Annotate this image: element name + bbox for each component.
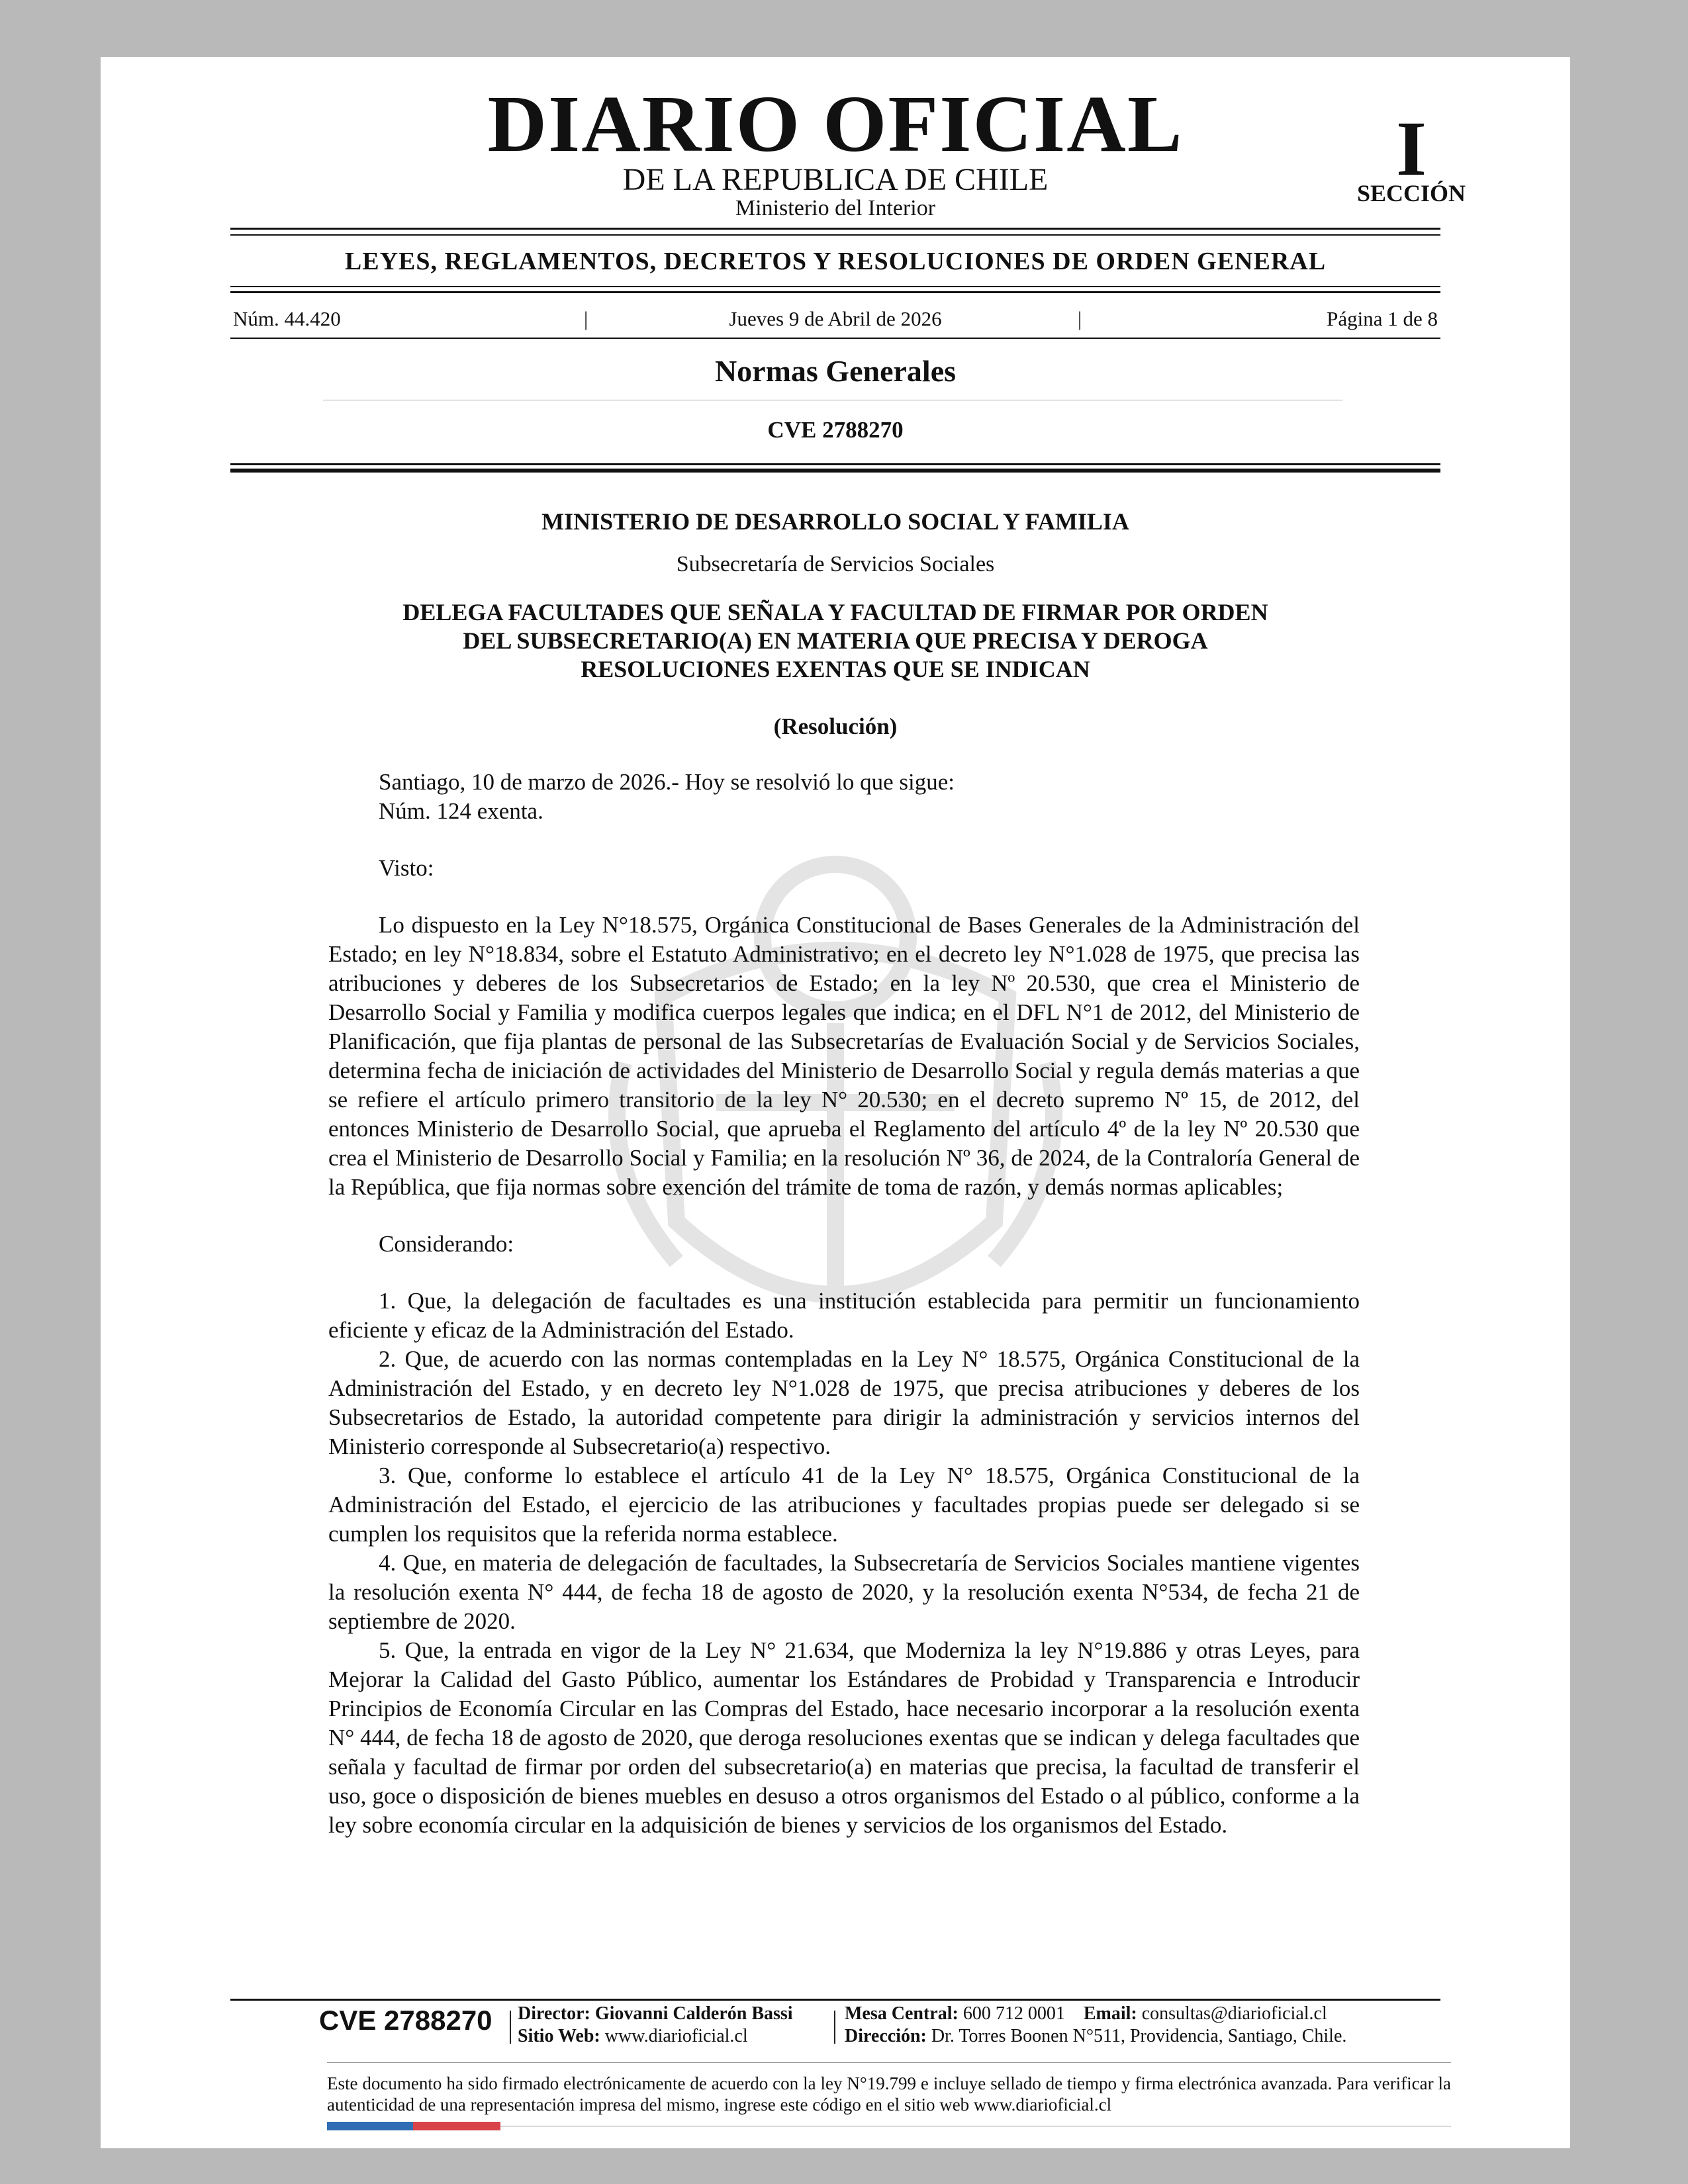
- masthead-title: DIARIO OFICIAL: [487, 79, 1184, 169]
- footer-director-block: [518, 2003, 793, 2048]
- issue-info-row: [233, 306, 1438, 332]
- masthead-ministry: Ministerio del Interior: [735, 196, 936, 220]
- divider-rule: [230, 286, 1440, 287]
- considerando-item: 5. Que, la entrada en vigor de la Ley N° 21.634, que Moderniza la ley N°19.886 y otras Leyes, para Mejorar la Calidad del Gasto Público, aumentar los Estándares de Probidad y Transparencia e Introducir Principios de Economía Circular en las Compras del Estado, hace necesario incorporar a la resolución exenta N° 444, de fecha 18 de agosto de 2020, que deroga resoluciones exentas que se indican y delega facultades que señala y facultad de firmar por orden del subsecretario(a) en materias que precisa, la facultad de transferir el uso, goce o disposición de bienes muebles en desuso a otros organismos del Estado o al público, conforme a la ley sobre economía circular en la adquisición de bienes y servicios de los organismos del Estado.: [328, 1637, 1360, 1838]
- masthead-subtitle: DE LA REPUBLICA DE CHILE: [622, 162, 1049, 197]
- ministry-heading: MINISTERIO DE DESARROLLO SOCIAL Y FAMILIA: [541, 508, 1129, 535]
- considerando-item: 2. Que, de acuerdo con las normas contempladas en la Ley N° 18.575, Orgánica Constitucional de la Administración del Estado, y en decreto ley N°1.028 de 1975, que precisa atribuciones y deberes de los Subsecretarios de Estado, la autoridad competente para dirigir la administración y servicios internos del Ministerio corresponde al Subsecretario(a) respectivo.: [328, 1346, 1360, 1459]
- section-numeral: I: [1396, 105, 1427, 192]
- title-line: DELEGA FACULTADES QUE SEÑALA Y FACULTAD DE FIRMAR POR ORDEN: [402, 599, 1268, 625]
- title-line: DEL SUBSECRETARIO(A) EN MATERIA QUE PRECISA Y DEROGA: [463, 627, 1208, 654]
- footer-separator: [510, 2011, 511, 2044]
- divider-rule: [230, 338, 1440, 339]
- resolution-title: [233, 598, 1438, 684]
- divider-rule: [230, 228, 1440, 230]
- central-phone: 600 712 0001: [962, 2003, 1065, 2024]
- document-page: [101, 57, 1570, 2148]
- web-link[interactable]: www.diarioficial.cl: [604, 2026, 748, 2046]
- considerando-item: 3. Que, conforme lo establece el artículo 41 de la Ley N° 18.575, Orgánica Constitucional de la Administración del Estado, el ejercicio de las atribuciones y facultades propias puede ser delegado si se cumplen los requisitos que la referida norma establece.: [328, 1463, 1360, 1547]
- divider-rule: [230, 291, 1440, 293]
- considerando-heading: Considerando:: [379, 1231, 514, 1257]
- issue-number: Núm. 44.420: [233, 307, 341, 330]
- web-label: Sitio Web:: [518, 2026, 600, 2046]
- email-label: Email:: [1083, 2003, 1137, 2024]
- footer-cve-code: CVE 2788270: [319, 2005, 492, 2036]
- thin-divider: [327, 2062, 1451, 2063]
- flag-stripe-red: [413, 2122, 500, 2130]
- divider-rule: [230, 463, 1440, 465]
- central-label: Mesa Central:: [845, 2003, 959, 2024]
- section-banner: LEYES, REGLAMENTOS, DECRETOS Y RESOLUCIONES DE ORDEN GENERAL: [344, 248, 1327, 275]
- divider-rule: [230, 234, 1440, 236]
- flag-stripe-blue: [327, 2122, 413, 2130]
- address-value: Dr. Torres Boonen N°511, Providencia, Santiago, Chile.: [931, 2026, 1347, 2046]
- address-label: Dirección:: [845, 2026, 927, 2046]
- issue-separator: |: [584, 307, 588, 330]
- section-label: SECCIÓN: [1356, 180, 1466, 206]
- director-label: Director:: [518, 2003, 590, 2024]
- document-body: [328, 768, 1360, 1840]
- footer-separator: [834, 2011, 835, 2044]
- electronic-signature-note: Este documento ha sido firmado electrónicamente de acuerdo con la ley N°19.799 e incluye sellado de tiempo y firma electrónica avanzada. Para verificar la autenticidad de una representación impresa del mismo, ingrese este código en el sitio web www.diarioficial.cl: [327, 2073, 1451, 2115]
- issue-separator: |: [1078, 307, 1082, 330]
- resolution-number: Núm. 124 exenta.: [379, 798, 543, 824]
- issue-page: Página 1 de 8: [1327, 307, 1438, 330]
- email-link[interactable]: consultas@diarioficial.cl: [1141, 2003, 1327, 2024]
- divider-rule: [230, 469, 1440, 473]
- category-heading: Normas Generales: [714, 354, 957, 388]
- document-type: (Resolución): [773, 713, 898, 739]
- place-date: Santiago, 10 de marzo de 2026.- Hoy se resolvió lo que sigue:: [379, 769, 955, 795]
- footer-rule: [230, 1999, 1440, 2001]
- visto-paragraph: Lo dispuesto en la Ley N°18.575, Orgánica Constitucional de Bases Generales de la Administración del Estado; en ley N°18.834, sobre el Estatuto Administrativo; en el decreto ley N°1.028 de 1975, que precisa las atribuciones y deberes de los Subsecretarios de Estado; en la ley Nº 20.530, que crea el Ministerio de Desarrollo Social y Familia y modifica cuerpos legales que indica; en el DFL N°1 de 2012, del Ministerio de Planificación, que fija plantas de personal de las Subsecretarías de Evaluación Social y de Servicios Sociales, determina fecha de iniciación de actividades del Ministerio de Desarrollo Social y regula demás materias a que se refiere el artículo primero transitorio de la ley N° 20.530; en el decreto supremo Nº 15, de 2012, del entonces Ministerio de Desarrollo Social, que aprueba el Reglamento del artículo 4º de la ley Nº 20.530 que crea el Ministerio de Desarrollo Social y Familia; en la resolución Nº 36, de 2024, de la Contraloría General de la República, que fija normas sobre exención del trámite de toma de razón, y demás normas aplicables;: [328, 912, 1360, 1200]
- footer-contact-block: [845, 2003, 1346, 2048]
- issue-date: Jueves 9 de Abril de 2026: [729, 307, 942, 330]
- considerando-item: 1. Que, la delegación de facultades es una institución establecida para permitir un funcionamiento eficiente y eficaz de la Administración del Estado.: [328, 1288, 1360, 1343]
- cve-code: CVE 2788270: [767, 417, 904, 443]
- visto-heading: Visto:: [379, 855, 434, 881]
- director-name: Giovanni Calderón Bassi: [594, 2003, 793, 2024]
- subsecretaria-label: Subsecretaría de Servicios Sociales: [676, 552, 995, 576]
- considerando-item: 4. Que, en materia de delegación de facultades, la Subsecretaría de Servicios Sociales mantiene vigentes la resolución exenta N° 444, de fecha 18 de agosto de 2020, y la resolución exenta N°534, de fecha 21 de septiembre de 2020.: [328, 1550, 1360, 1634]
- title-line: RESOLUCIONES EXENTAS QUE SE INDICAN: [581, 656, 1090, 682]
